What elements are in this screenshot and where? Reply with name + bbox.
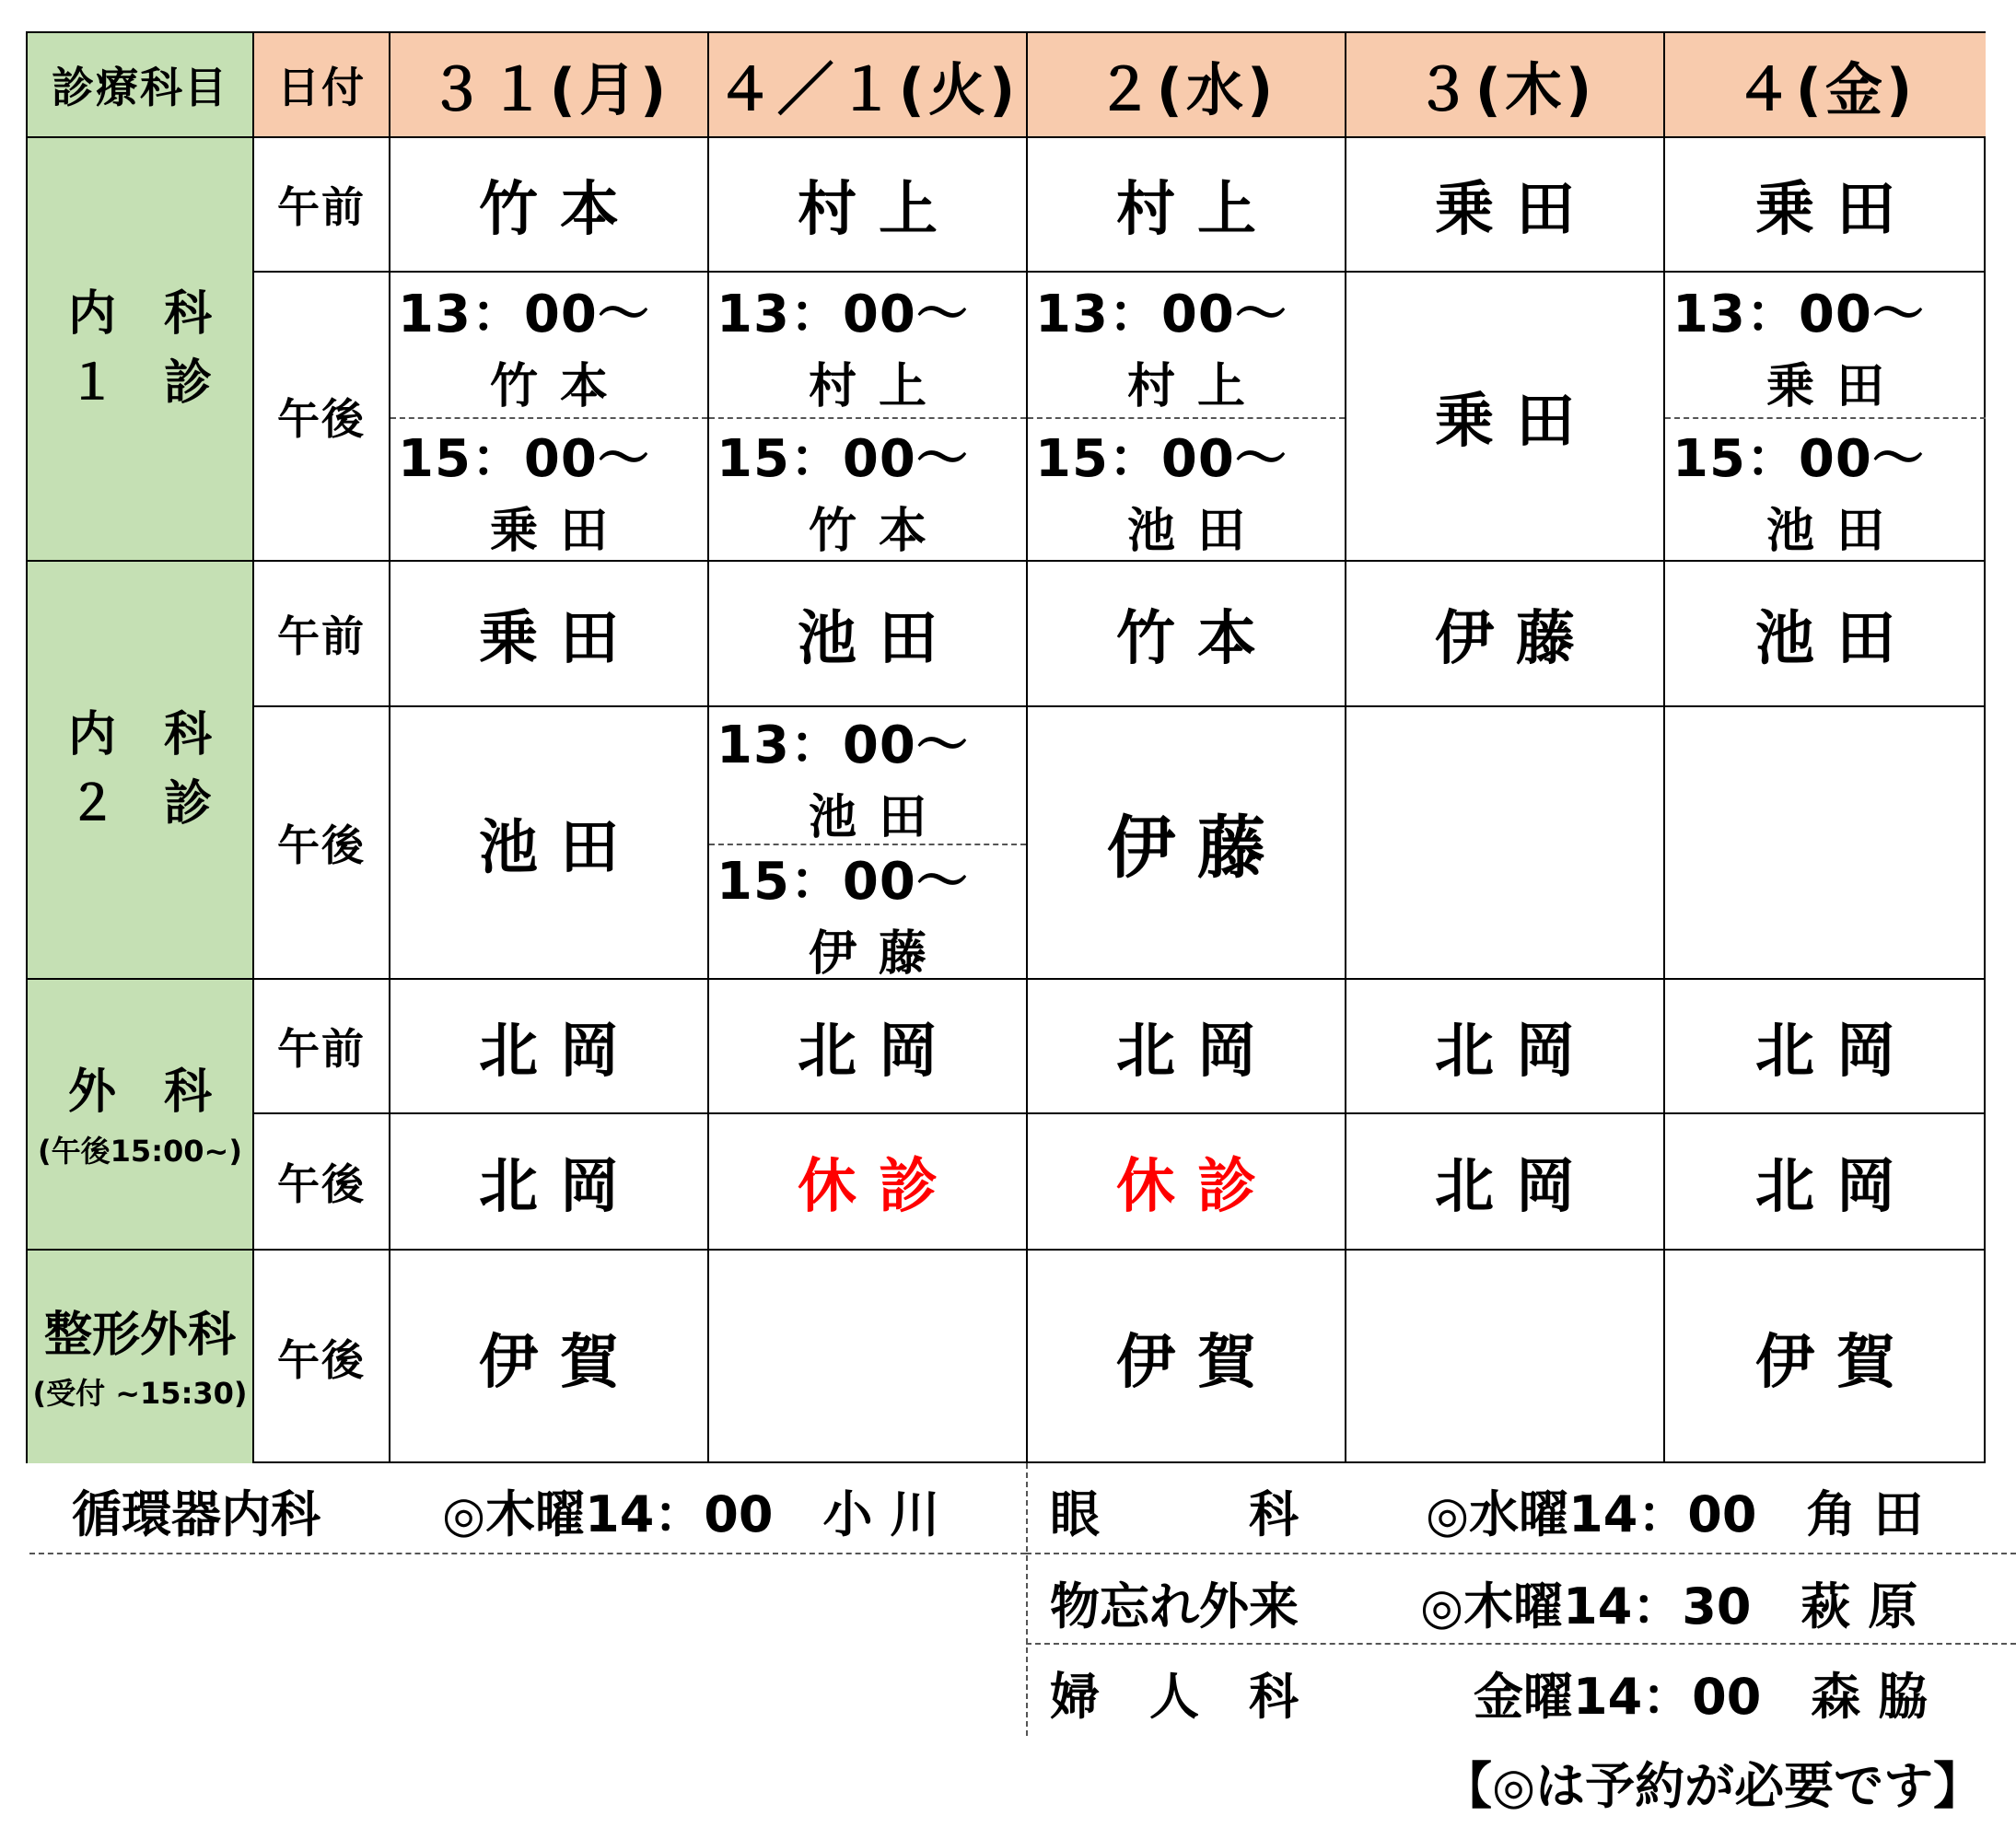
seikei-pm-tue [709, 1251, 1028, 1463]
time-label: 13：00～ [1672, 285, 1925, 344]
time-label: 15：00～ [717, 429, 969, 489]
footer-junkan-dept: 循環器内科 [72, 1485, 320, 1543]
footer-divider [1026, 1643, 2016, 1645]
dept-naika2 [28, 562, 254, 980]
dept-naika1-line2: １ 診 [67, 355, 212, 411]
geka-pm-wed-closed: 休診 [1028, 1114, 1346, 1251]
schedule-table [26, 31, 1986, 1463]
n1-pm-fri [1665, 273, 1986, 562]
geka-pm-mon: 北岡 [390, 1114, 709, 1251]
n1-pm-thu: 乗田 [1346, 273, 1665, 562]
slot-pm: 午後 [254, 273, 390, 562]
day-header-tue: ４／１(火) [709, 33, 1028, 138]
n2-pm-tue [709, 707, 1028, 980]
slot-am: 午前 [254, 980, 390, 1114]
doctor-name: 村上 [808, 359, 949, 414]
dept-geka-note: (午後15:00~) [38, 1133, 242, 1169]
n2-pm-mon: 池田 [390, 707, 709, 980]
dept-geka [28, 980, 254, 1251]
n2-pm-wed: 伊藤 [1028, 707, 1346, 980]
footer-monowasure-info: ◎木曜14：30 萩 原 [1420, 1577, 1918, 1635]
time-label: 13：00～ [717, 715, 969, 775]
day-header-wed: ２(水) [1028, 33, 1346, 138]
date-header: 日付 [254, 33, 390, 138]
dept-geka-label: 外 科 [67, 1065, 212, 1121]
geka-am-wed: 北岡 [1028, 980, 1346, 1114]
footer-junkan-info: ◎木曜14：00 小 川 [442, 1485, 940, 1543]
geka-pm-tue-closed: 休診 [709, 1114, 1028, 1251]
footer-vertical-divider [1026, 1463, 1028, 1736]
time-label: 13：00～ [398, 285, 650, 344]
doctor-name: 乗田 [1765, 359, 1906, 414]
n1-am-mon: 竹本 [390, 138, 709, 273]
geka-pm-thu: 北岡 [1346, 1114, 1665, 1251]
slot-am: 午前 [254, 562, 390, 707]
dept-seikei [28, 1251, 254, 1463]
day-header-mon: ３１(月) [390, 33, 709, 138]
day-header-thu: ３(木) [1346, 33, 1665, 138]
n1-am-wed: 村上 [1028, 138, 1346, 273]
n1-pm-tue [709, 273, 1028, 562]
n2-am-tue: 池田 [709, 562, 1028, 707]
time-label: 15：00～ [1672, 429, 1925, 489]
seikei-pm-wed: 伊賀 [1028, 1251, 1346, 1463]
seikei-pm-thu [1346, 1251, 1665, 1463]
doctor-name: 竹本 [489, 359, 630, 414]
footer-fujinka-info: 金曜14：00 森 脇 [1474, 1668, 1929, 1726]
dept-naika1 [28, 138, 254, 562]
n1-pm-mon [390, 273, 709, 562]
geka-am-thu: 北岡 [1346, 980, 1665, 1114]
n1-am-fri: 乗田 [1665, 138, 1986, 273]
time-label: 15：00～ [717, 851, 969, 912]
dept-seikei-note: (受付 ~15:30) [32, 1376, 248, 1412]
slot-am: 午前 [254, 138, 390, 273]
slot-pm: 午後 [254, 1251, 390, 1463]
n2-am-mon: 乗田 [390, 562, 709, 707]
n1-pm-wed [1028, 273, 1346, 562]
seikei-pm-mon: 伊賀 [390, 1251, 709, 1463]
slot-pm: 午後 [254, 707, 390, 980]
day-header-fri: ４(金) [1665, 33, 1986, 138]
footer-ganka-info: ◎水曜14：00 角 田 [1426, 1485, 1924, 1543]
slot-pm: 午後 [254, 1114, 390, 1251]
geka-am-mon: 北岡 [390, 980, 709, 1114]
geka-am-fri: 北岡 [1665, 980, 1986, 1114]
dept-seikei-label: 整形外科 [43, 1307, 236, 1363]
doctor-name: 竹本 [808, 504, 949, 559]
doctor-name: 池田 [1126, 504, 1267, 559]
reservation-note: 【◎は予約が必要です】 [1442, 1757, 1984, 1815]
n1-am-tue: 村上 [709, 138, 1028, 273]
dept-naika2-line1: 内 科 [67, 706, 212, 762]
n2-am-thu: 伊藤 [1346, 562, 1665, 707]
n2-pm-thu [1346, 707, 1665, 980]
time-label: 15：00～ [398, 429, 650, 489]
footer-divider [29, 1553, 1026, 1554]
time-label: 15：00～ [1035, 429, 1288, 489]
dept-naika2-line2: ２ 診 [67, 776, 212, 832]
doctor-name: 池田 [1765, 504, 1906, 559]
seikei-pm-fri: 伊賀 [1755, 1328, 1917, 1397]
footer-ganka-dept: 眼 科 [1050, 1485, 1299, 1543]
time-label: 13：00～ [1035, 285, 1288, 344]
geka-pm-fri: 北岡 [1665, 1114, 1986, 1251]
doctor-name: 池田 [808, 789, 949, 845]
n2-am-wed: 竹本 [1028, 562, 1346, 707]
n2-am-fri: 池田 [1665, 562, 1986, 707]
dept-header: 診療科目 [28, 33, 254, 138]
geka-am-tue: 北岡 [709, 980, 1028, 1114]
n2-pm-fri [1665, 707, 1986, 980]
doctor-name: 村上 [1126, 359, 1267, 414]
footer-divider [1026, 1553, 2016, 1554]
dept-naika1-line1: 内 科 [67, 285, 212, 342]
doctor-name: 乗田 [489, 504, 630, 559]
footer-fujinka-dept: 婦 人 科 [1050, 1668, 1299, 1726]
footer-monowasure-dept: 物忘れ外来 [1050, 1577, 1299, 1635]
time-label: 13：00～ [717, 285, 969, 344]
doctor-name: 伊藤 [808, 925, 949, 982]
n1-am-thu: 乗田 [1346, 138, 1665, 273]
